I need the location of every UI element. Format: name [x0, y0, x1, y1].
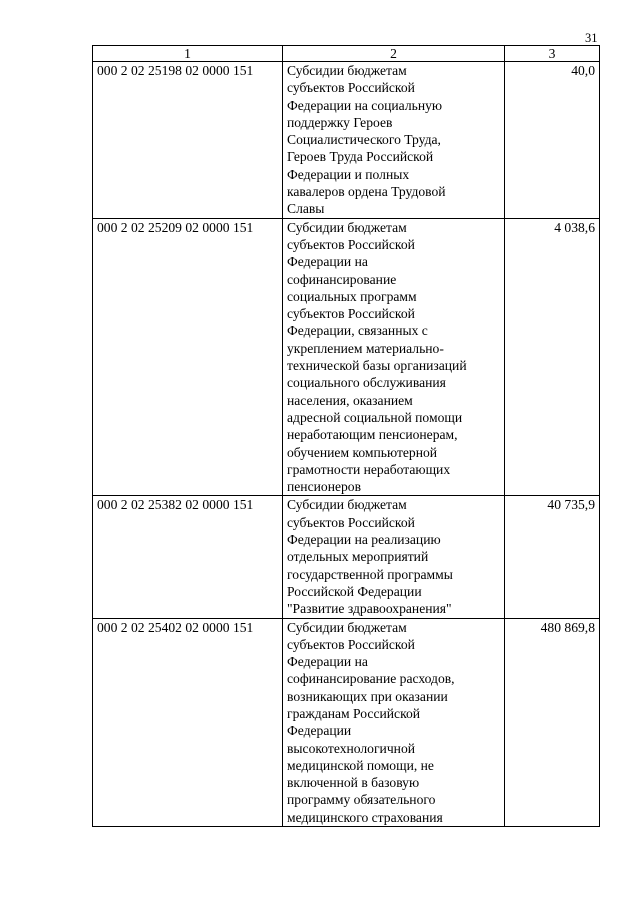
amount-value: 480 869,8: [505, 618, 600, 827]
budget-classification-code: 000 2 02 25198 02 0000 151: [93, 62, 283, 219]
description-line: Федерации и полных: [287, 166, 410, 182]
description-line: Героев Труда Российской: [287, 149, 434, 165]
amount-value: 4 038,6: [505, 218, 600, 496]
budget-classification-code: 000 2 02 25402 02 0000 151: [93, 618, 283, 827]
description-line: Субсидии бюджетам: [287, 497, 407, 513]
description-line: Федерации, связанных с: [287, 323, 428, 339]
description-line: субъектов Российской: [287, 306, 415, 322]
description-line: субъектов Российской: [287, 514, 415, 530]
description-line: неработающим пенсионерам,: [287, 427, 458, 443]
table-row: [93, 496, 600, 618]
description-line: софинансирование расходов,: [287, 671, 455, 687]
description-line: субъектов Российской: [287, 236, 415, 252]
revenue-description: [283, 496, 505, 618]
description-line: гражданам Российской: [287, 705, 421, 721]
description-line: Российской Федерации: [287, 583, 422, 599]
table-row: [93, 618, 600, 827]
revenue-description: [283, 618, 505, 827]
description-line: кавалеров ордена Трудовой: [287, 184, 446, 200]
description-line: Федерации на: [287, 654, 368, 670]
amount-value: 40,0: [505, 62, 600, 219]
budget-classification-code: 000 2 02 25209 02 0000 151: [93, 218, 283, 496]
column-number-3: 3: [505, 46, 600, 62]
column-number-1: 1: [93, 46, 283, 62]
description-line: грамотности неработающих: [287, 461, 451, 477]
table-row: [93, 218, 600, 496]
description-line: Федерации на социальную: [287, 97, 443, 113]
description-line: Субсидии бюджетам: [287, 219, 407, 235]
description-line: включенной в базовую: [287, 775, 420, 791]
description-line: программу обязательного: [287, 792, 436, 808]
description-line: Славы: [287, 201, 325, 217]
page-number: 31: [585, 31, 598, 45]
description-line: Субсидии бюджетам: [287, 63, 407, 78]
description-line: субъектов Российской: [287, 80, 415, 96]
description-line: Федерации на реализацию: [287, 532, 441, 548]
description-line: субъектов Российской: [287, 636, 415, 652]
description-line: "Развитие здравоохранения": [287, 601, 452, 617]
description-line: Социалистического Труда,: [287, 132, 441, 148]
description-line: государственной программы: [287, 566, 453, 582]
budget-revenue-table: [92, 45, 600, 827]
description-line: социального обслуживания: [287, 375, 446, 391]
description-line: софинансирование: [287, 271, 397, 287]
column-number-row: [93, 46, 600, 62]
amount-value: 40 735,9: [505, 496, 600, 618]
revenue-description: [283, 218, 505, 496]
description-line: пенсионеров: [287, 479, 362, 495]
description-line: медицинской помощи, не: [287, 757, 434, 773]
description-line: отдельных мероприятий: [287, 549, 429, 565]
budget-classification-code: 000 2 02 25382 02 0000 151: [93, 496, 283, 618]
description-line: медицинского страхования: [287, 809, 443, 825]
description-line: социальных программ: [287, 288, 417, 304]
description-line: укреплением материально-: [287, 340, 444, 356]
description-line: высокотехнологичной: [287, 740, 416, 756]
description-line: адресной социальной помощи: [287, 409, 463, 425]
description-line: технической базы организаций: [287, 358, 467, 374]
description-line: Субсидии бюджетам: [287, 619, 407, 635]
column-number-2: 2: [283, 46, 505, 62]
description-line: Федерации: [287, 723, 352, 739]
description-line: обучением компьютерной: [287, 444, 438, 460]
description-line: населения, оказанием: [287, 392, 413, 408]
description-line: Федерации на: [287, 254, 368, 270]
table-row: [93, 62, 600, 219]
description-line: поддержку Героев: [287, 114, 393, 130]
revenue-description: [283, 62, 505, 219]
description-line: возникающих при оказании: [287, 688, 448, 704]
